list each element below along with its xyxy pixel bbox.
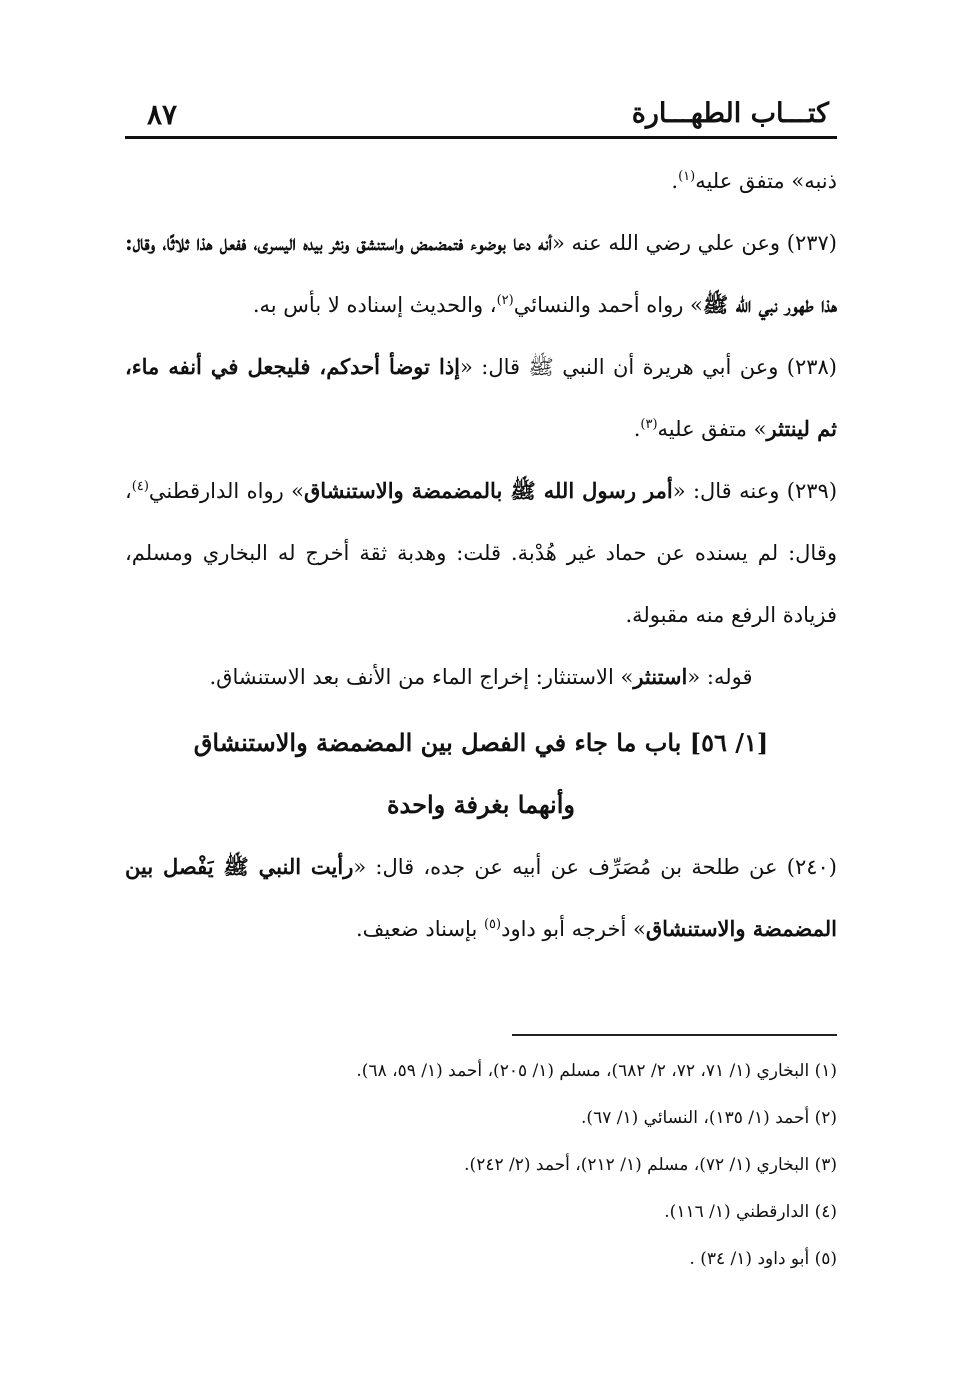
paragraph-text: ذنبه» متفق عليه [695, 169, 837, 193]
hadith-237 [125, 212, 837, 336]
hadith-source: » رواه أحمد والنسائي [513, 293, 703, 317]
hadith-grading: ، والحديث إسناده لا بأس به. [252, 293, 497, 317]
footnote-3: (٣) البخاري (١/ ٧٢)، مسلم (١/ ٢١٢)، أحمد (٢/ ٢٤٢). [464, 1155, 837, 1175]
hadith-intro: (٢٣٨) وعن أبي هريرة أن النبي ﷺ قال: « [460, 355, 837, 379]
footnote-separator [512, 1034, 837, 1036]
hadith-source: » رواه الدارقطني [148, 479, 305, 503]
footnotes [125, 1048, 837, 1283]
footnote-ref: (٢) [496, 293, 514, 308]
header-rule [125, 136, 837, 139]
footnote-1: (١) البخاري (١/ ٧١، ٧٢، ٢/ ٦٨٢)، مسلم (١/ ٢٠٥)، أحمد (١/ ٥٩، ٦٨). [356, 1061, 837, 1081]
paragraph-text: . [633, 417, 641, 441]
paragraph-continuation [125, 150, 837, 212]
gloss [125, 646, 837, 708]
hadith-intro: (٢٣٧) وعن علي رضي الله عنه « [551, 231, 837, 255]
hadith-intro: (٢٣٩) وعنه قال: « [672, 479, 838, 503]
footnote-2: (٢) أحمد (١/ ١٣٥)، النسائي (١/ ٦٧). [581, 1108, 837, 1128]
hadith-commentary: ، وقال: لم يسنده عن حماد غير هُدْبة. قلت: وهدبة ثقة أخرج له البخاري ومسلم، فزيادة الرفع منه مقبولة. [125, 479, 837, 627]
hadith-source: » أخرجه أبو داود [501, 917, 646, 941]
hadith-240 [125, 836, 837, 960]
gloss-term: استنثر [633, 664, 688, 689]
page-header [125, 96, 837, 136]
footnote-5: (٥) أبو داود (١/ ٣٤) . [689, 1249, 837, 1269]
gloss-definition: » الاستنثار: إخراج الماء من الأنف بعد الاستنشاق. [209, 665, 634, 689]
hadith-239 [125, 460, 837, 646]
hadith-matn: إذا توضأ أحدكم، فليجعل في أنفه ماء، ثم لينتثر [125, 354, 837, 441]
running-title: كتـــاب الطهـــارة [631, 98, 829, 129]
footnote-ref: (٥) [483, 917, 502, 932]
footnote-4: (٤) الدارقطني (١/ ١١٦). [664, 1202, 837, 1222]
hadith-matn: أمر رسول الله ﷺ بالمضمضة والاستنشاق [304, 478, 673, 503]
hadith-source: » متفق عليه [657, 417, 767, 441]
footnote-ref: (٤) [131, 479, 149, 494]
chapter-heading-line-2: وأنهما بغرفة واحدة [386, 790, 575, 819]
hadith-intro: (٢٤٠) عن طلحة بن مُصَرِّف عن أبيه عن جده، قال: « [353, 855, 837, 879]
gloss-intro: قوله: « [687, 665, 753, 689]
chapter-heading-line-1: [١/ ٥٦] باب ما جاء في الفصل بين المضمضة والاستنشاق [193, 728, 769, 757]
hadith-238 [125, 336, 837, 460]
paragraph-text: . [671, 169, 679, 193]
chapter-heading [125, 712, 837, 836]
hadith-matn: رأيت النبي ﷺ يَفْصل بين المضمضة والاستنشاق [125, 854, 837, 941]
main-text [125, 150, 837, 960]
hadith-grading: بإسناد ضعيف. [355, 917, 484, 941]
hadith-matn: أنه دعا بوضوء فتمضمض واستنشق ونثر بيده اليسرى، ففعل هذا ثلاثًا، وقال: هذا طهور نبي الله ﷺ [125, 230, 837, 317]
page-number: ٨٧ [147, 98, 178, 131]
footnote-ref: (٣) [640, 417, 658, 432]
footnote-ref: (١) [678, 169, 696, 184]
